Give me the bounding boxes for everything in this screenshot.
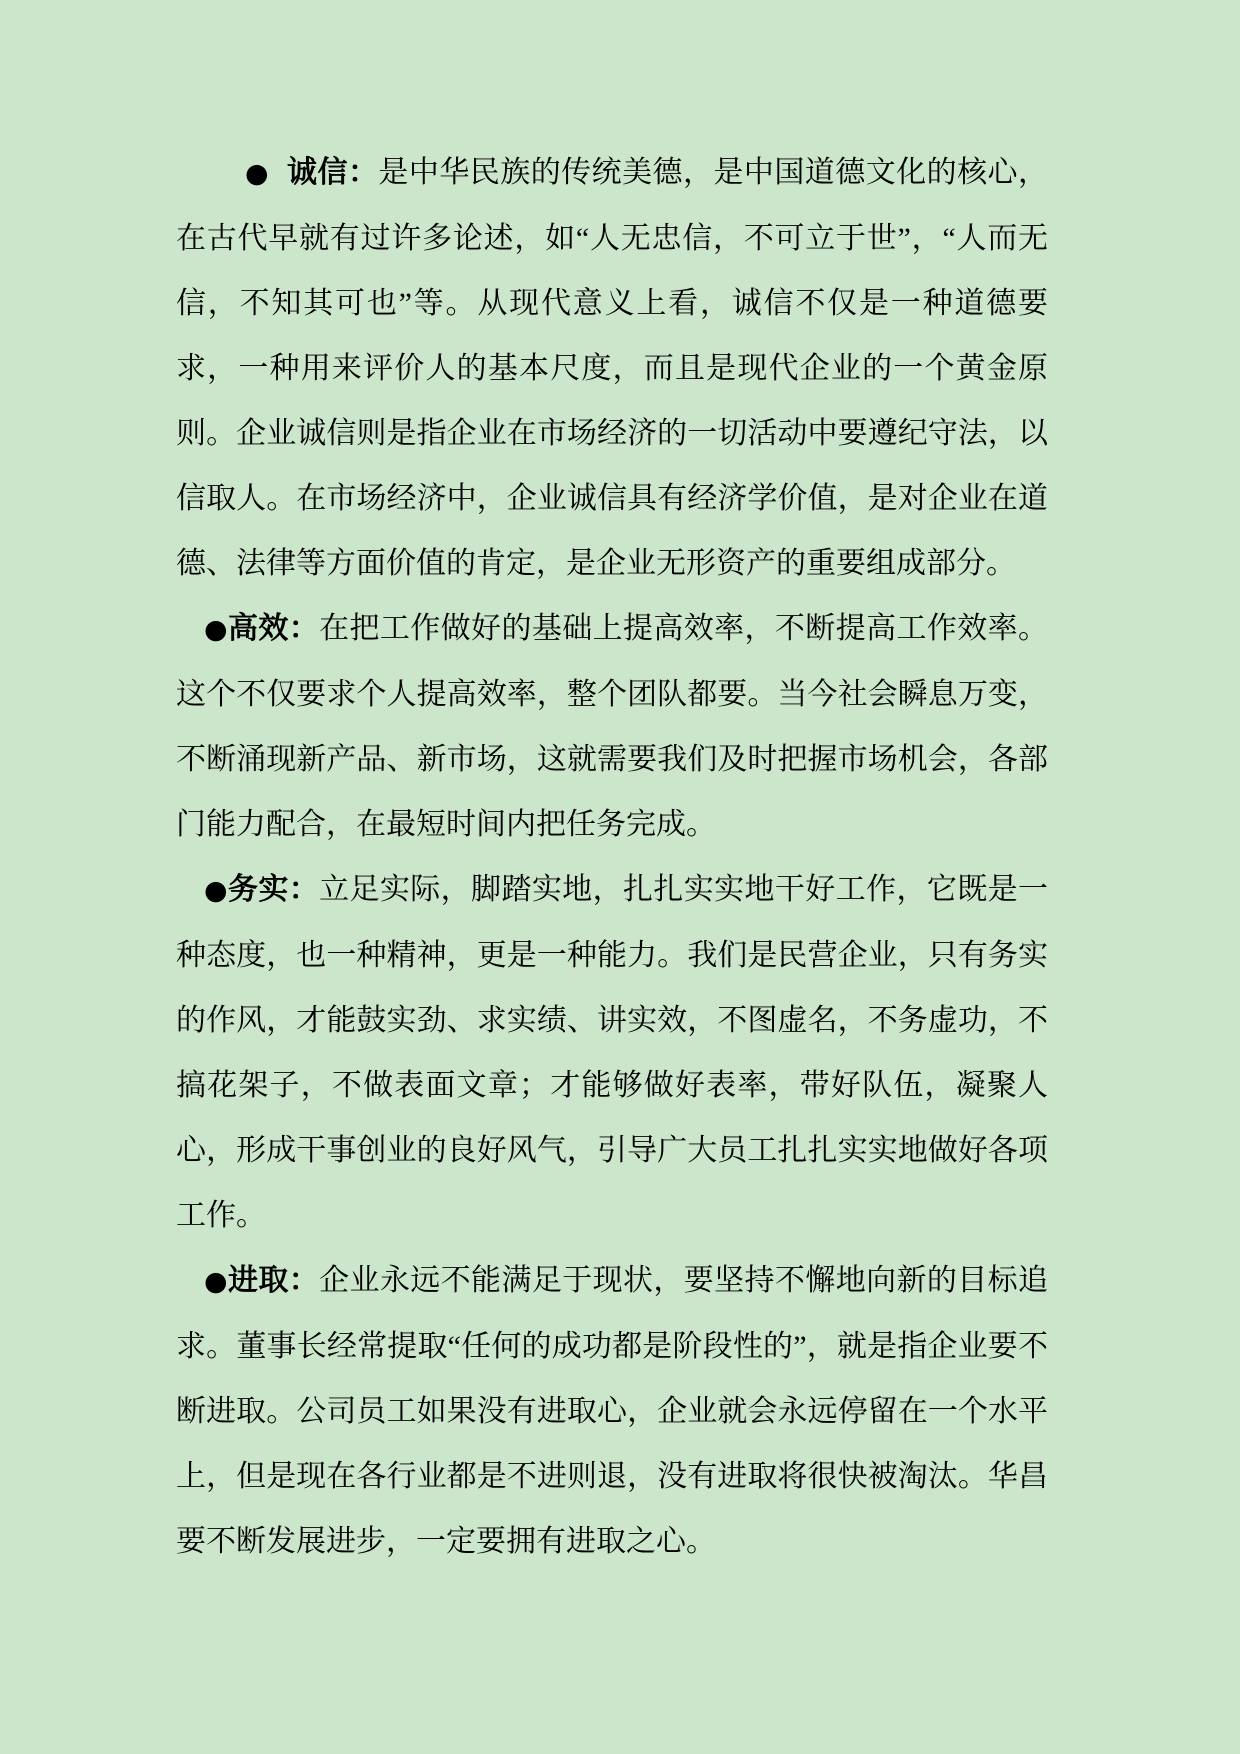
paragraph-pragmatism <box>176 857 1048 1248</box>
bullet-icon: ● <box>245 158 270 189</box>
paragraph-heading: 进取： <box>227 1264 320 1297</box>
paragraph-body: 立足实际，脚踏实地，扎扎实实地干好工作，它既是一种态度，也一种精神，更是一种能力。我们是民营企业，只有务实的作风，才能鼓实劲、求实绩、讲实效，不图虚名，不务虚功，不搞花架子，不做表面文章；才能够做好表率，带好队伍，凝聚人心，形成干事创业的良好风气，引导广大员工扎扎实实地做好各项工作。 <box>176 873 1049 1232</box>
paragraph-heading: 诚信： <box>287 156 379 189</box>
paragraph-integrity <box>176 140 1048 596</box>
document-body <box>176 140 1048 1574</box>
bullet-icon: ● <box>204 614 228 645</box>
paragraph-efficiency <box>176 596 1048 857</box>
paragraph-body: 企业永远不能满足于现状，要坚持不懈地向新的目标追求。董事长经常提取“任何的成功都是阶段性的”，就是指企业要不断进取。公司员工如果没有进取心，企业就会永远停留在一个水平上，但是现在各行业都是不进则退，没有进取将很快被淘汰。华昌要不断发展进步，一定要拥有进取之心。 <box>176 1264 1049 1558</box>
paragraph-body: 是中华民族的传统美德，是中国道德文化的核心，在古代早就有过许多论述，如“人无忠信，不可立于世”，“人而无信，不知其可也”等。从现代意义上看，诚信不仅是一种道德要求，一种用来评价人的基本尺度，而且是现代企业的一个黄金原则。企业诚信则是指企业在市场经济的一切活动中要遵纪守法，以信取人。在市场经济中，企业诚信具有经济学价值，是对企业在道德、法律等方面价值的肯定，是企业无形资产的重要组成部分。 <box>176 156 1049 580</box>
paragraph-heading: 务实： <box>227 873 320 906</box>
paragraph-heading: 高效： <box>227 612 320 645</box>
bullet-icon: ● <box>204 875 228 906</box>
paragraph-enterprise <box>176 1248 1048 1574</box>
paragraph-body: 在把工作做好的基础上提高效率，不断提高工作效率。这个不仅要求个人提高效率，整个团队都要。当今社会瞬息万变，不断涌现新产品、新市场，这就需要我们及时把握市场机会，各部门能力配合，在最短时间内把任务完成。 <box>176 612 1049 841</box>
bullet-icon: ● <box>204 1266 228 1297</box>
